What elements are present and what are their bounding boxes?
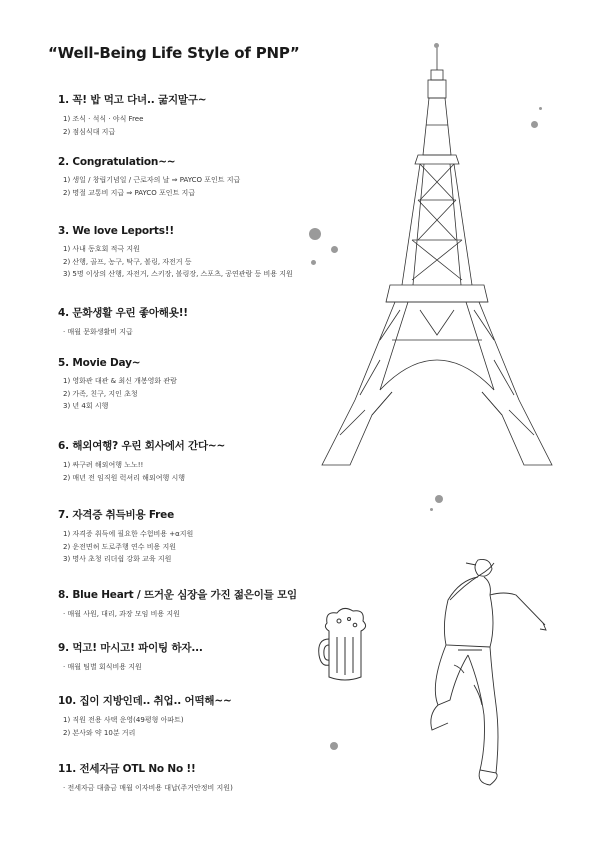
- decorative-dot: [435, 495, 443, 503]
- decorative-dot: [331, 246, 338, 253]
- benefit-section: [58, 507, 358, 566]
- section-heading: 3. We love Leports!!: [58, 225, 174, 237]
- section-heading: 9. 먹고! 마시고! 파이팅 하자...: [58, 642, 203, 654]
- section-heading: 4. 문화생활 우린 좋아해욧!!: [58, 307, 188, 319]
- benefit-section: [58, 156, 358, 199]
- benefit-section: [58, 693, 358, 739]
- decorative-dot: [531, 121, 538, 128]
- section-item-list: [58, 113, 358, 138]
- benefit-section: [58, 305, 358, 339]
- section-item: 3) 명사 초청 리더쉽 강화 교육 지원: [63, 555, 172, 563]
- section-item: 2) 본사와 약 10분 거리: [63, 728, 136, 737]
- decorative-dot: [311, 260, 316, 265]
- beer-mug-illustration: [315, 605, 375, 685]
- section-item: 2) 산행, 골프, 농구, 탁구, 볼링, 자전거 등: [63, 257, 192, 266]
- benefit-section: [58, 438, 358, 484]
- decorative-dot: [430, 508, 433, 511]
- decorative-dot: [434, 43, 439, 48]
- page-title: “Well-Being Life Style of PNP”: [48, 44, 300, 62]
- section-item: 2) 점심식대 지급: [63, 127, 116, 136]
- section-item-list: [58, 375, 358, 413]
- section-item: · 매월 사원, 대리, 과장 모임 비용 지원: [63, 610, 180, 618]
- benefit-section: [58, 357, 358, 413]
- section-heading: 5. Movie Day~: [58, 357, 141, 369]
- section-heading: 8. Blue Heart / 뜨거운 심장을 가진 젊은이들 모임: [58, 589, 297, 601]
- section-heading: 10. 집이 지방인데.. 취업.. 어떡해~~: [58, 695, 232, 707]
- benefit-section: [58, 640, 358, 674]
- section-item: · 매월 팀별 회식비용 지원: [63, 663, 142, 671]
- section-heading: 2. Congratulation~~: [58, 156, 176, 168]
- section-heading: 11. 전세자금 OTL No No !!: [58, 763, 196, 775]
- section-item: 3) 5명 이상의 산행, 자전거, 스키장, 볼링장, 스포츠, 공연관람 등 비용 지원: [63, 270, 293, 278]
- section-item: 1) 싸구려 해외여행 노노!!: [63, 461, 144, 469]
- eiffel-tower-illustration: [320, 40, 560, 480]
- benefit-section: [58, 92, 358, 138]
- section-item: 1) 직원 전용 사택 운영(49평형 아파트): [63, 716, 184, 724]
- section-item: 2) 가족, 친구, 지인 초청: [63, 389, 138, 398]
- section-heading: 6. 해외여행? 우린 회사에서 간다~~: [58, 440, 226, 452]
- section-item: 1) 자격증 취득에 필요한 수험비용 +α지원: [63, 530, 194, 538]
- golfer-illustration: [420, 555, 550, 795]
- section-item: 1) 생일 / 창립기념일 / 근로자의 날 ⇒ PAYCO 포인트 지급: [63, 176, 241, 184]
- section-item-list: [58, 174, 358, 199]
- section-item-list: [58, 326, 358, 339]
- section-item: 2) 매년 전 임직원 럭셔리 해외여행 시행: [63, 473, 185, 482]
- section-heading: 7. 자격증 취득비용 Free: [58, 509, 174, 521]
- section-item-list: [58, 782, 358, 795]
- section-item-list: [58, 459, 358, 484]
- decorative-dot: [539, 107, 542, 110]
- section-item: 2) 명절 교통비 지급 ⇒ PAYCO 포인트 지급: [63, 188, 196, 197]
- section-item: 3) 년 4회 시행: [63, 402, 109, 410]
- section-item: 1) 영화관 대관 & 최신 개봉영화 관람: [63, 377, 177, 385]
- section-heading: 1. 꼭! 밥 먹고 다녀.. 굶지말구~: [58, 94, 207, 106]
- section-item: 1) 사내 동호회 적극 지원: [63, 245, 140, 253]
- section-item: · 매월 문화생활비 지급: [63, 328, 133, 336]
- benefit-section: [58, 587, 358, 621]
- section-item: 1) 조식 · 석식 · 야식 Free: [63, 115, 144, 123]
- section-item: · 전세자금 대출금 매월 이자비용 대납(주거안정비 지원): [63, 784, 233, 792]
- section-item-list: [58, 608, 358, 621]
- decorative-dot: [309, 228, 321, 240]
- section-item-list: [58, 661, 358, 674]
- decorative-dot: [330, 742, 338, 750]
- section-item: 2) 운전면허 도로주행 연수 비용 지원: [63, 542, 176, 551]
- section-item-list: [58, 528, 358, 566]
- benefit-section: [58, 761, 358, 795]
- section-item-list: [58, 714, 358, 739]
